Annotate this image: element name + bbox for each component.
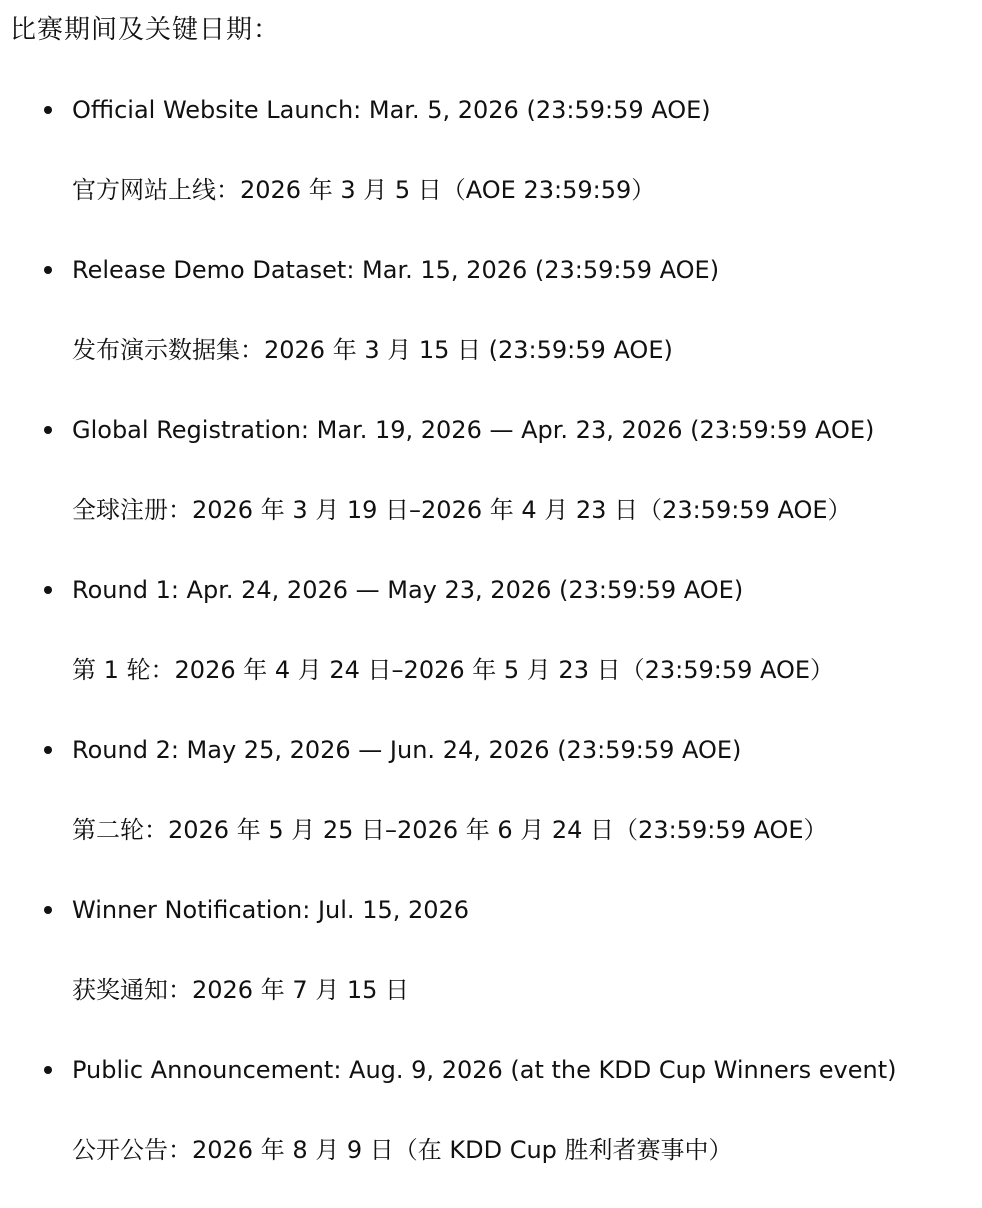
bullet-icon [44,106,52,114]
item-chinese-text: 全球注册：2026 年 3 月 19 日–2026 年 4 月 23 日（23:59:59 AOE） [72,496,852,524]
bullet-icon [44,266,52,274]
item-english-text: Release Demo Dataset: Mar. 15, 2026 (23:59:59 AOE) [72,256,720,284]
item-english-text: Public Announcement: Aug. 9, 2026 (at the KDD Cup Winners event) [72,1056,897,1084]
bullet-icon [44,426,52,434]
item-english-text: Official Website Launch: Mar. 5, 2026 (23:59:59 AOE) [72,96,711,124]
item-chinese-text: 公开公告：2026 年 8 月 9 日（在 KDD Cup 胜利者赛事中） [72,1136,733,1164]
bullet-icon [44,906,52,914]
item-chinese-text: 第二轮：2026 年 5 月 25 日–2026 年 6 月 24 日（23:59:59 AOE） [72,816,828,844]
key-dates-list [0,88,982,1208]
item-chinese-text: 发布演示数据集：2026 年 3 月 15 日 (23:59:59 AOE) [72,336,673,364]
bullet-icon [44,746,52,754]
bullet-icon [44,1066,52,1074]
item-english-text: Round 2: May 25, 2026 — Jun. 24, 2026 (23:59:59 AOE) [72,736,742,764]
list-item-website-launch [0,88,982,248]
list-item-round-2 [0,728,982,888]
list-item-demo-dataset [0,248,982,408]
item-english-text: Global Registration: Mar. 19, 2026 — Apr. 23, 2026 (23:59:59 AOE) [72,416,875,444]
item-chinese-text: 官方网站上线：2026 年 3 月 5 日（AOE 23:59:59） [72,176,656,204]
item-chinese-text: 获奖通知：2026 年 7 月 15 日 [72,976,410,1004]
list-item-round-1 [0,568,982,728]
item-english-text: Winner Notification: Jul. 15, 2026 [72,896,470,924]
section-title: 比赛期间及关键日期： [10,15,281,45]
bullet-icon [44,586,52,594]
item-chinese-text: 第 1 轮：2026 年 4 月 24 日–2026 年 5 月 23 日（23:59:59 AOE） [72,656,835,684]
list-item-global-registration [0,408,982,568]
list-item-public-announcement [0,1048,982,1208]
list-item-winner-notification [0,888,982,1048]
item-english-text: Round 1: Apr. 24, 2026 — May 23, 2026 (23:59:59 AOE) [72,576,744,604]
